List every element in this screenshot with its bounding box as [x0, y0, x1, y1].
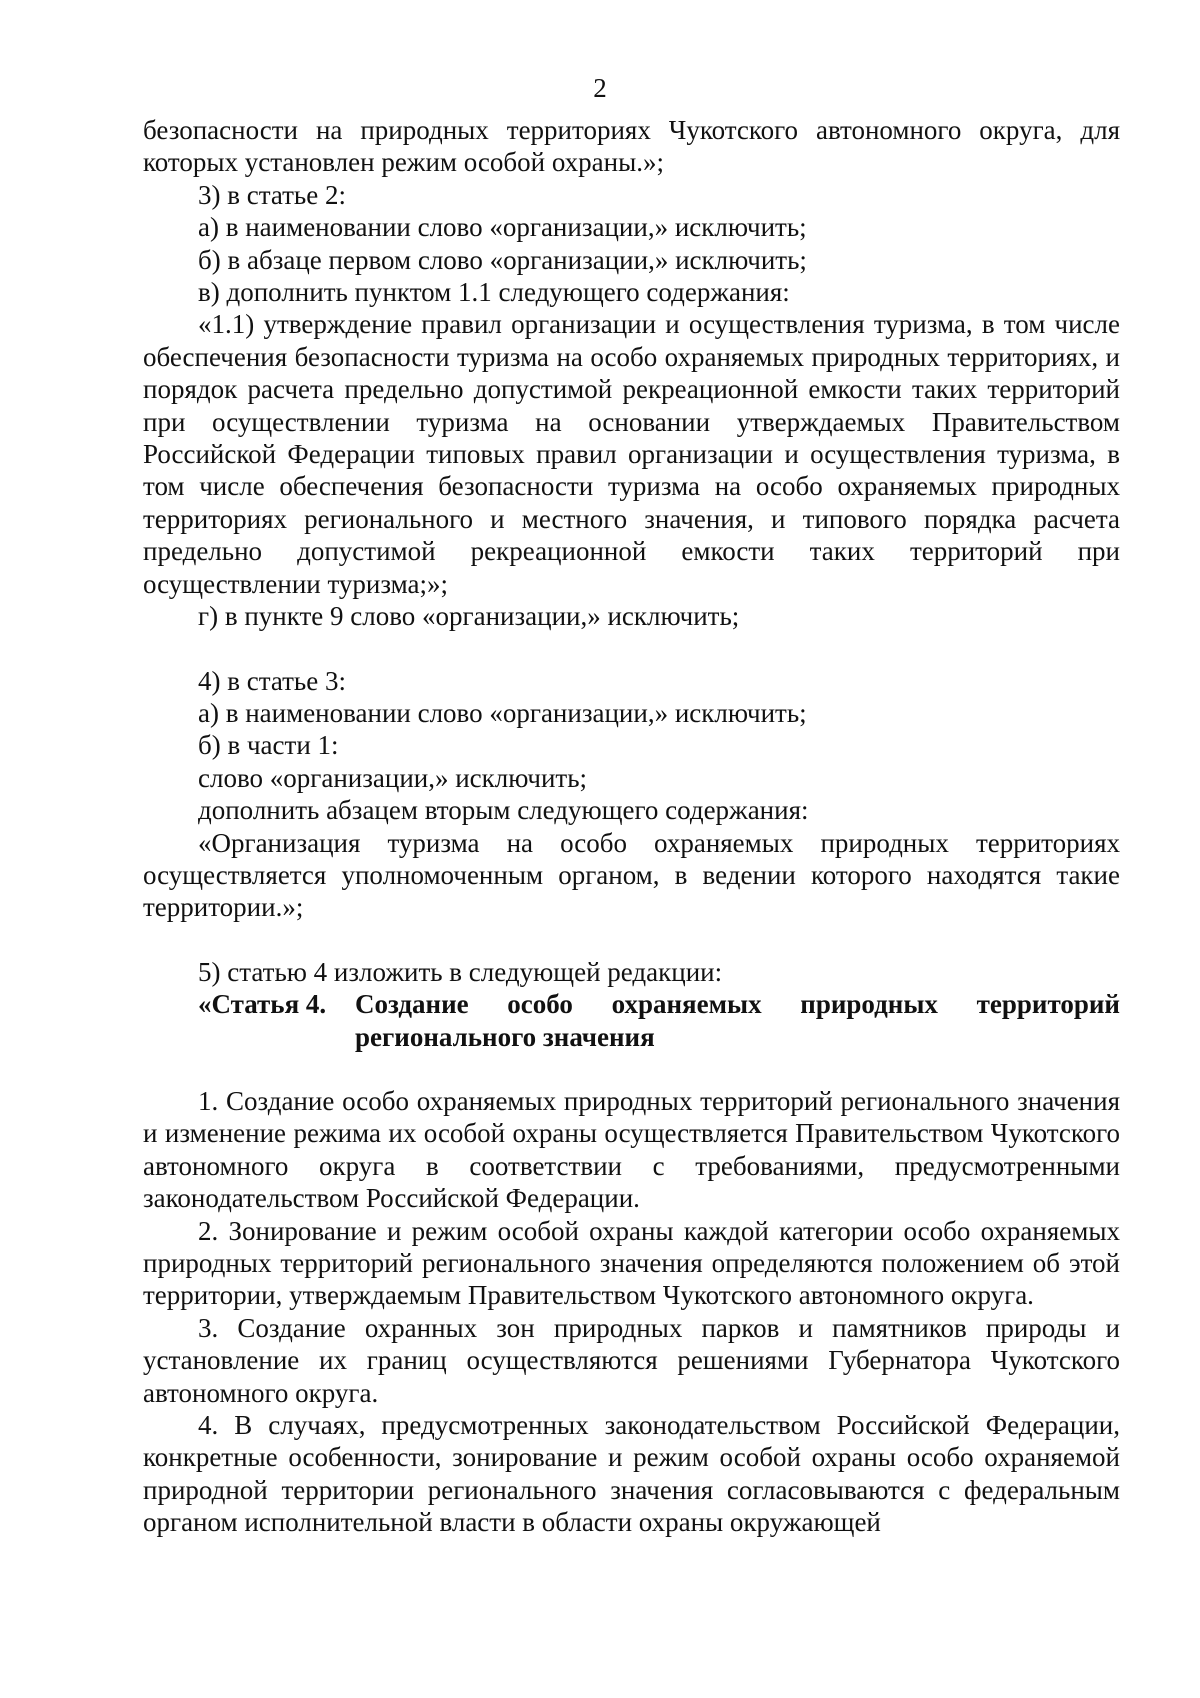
paragraph-quote-organization: «Организация туризма на особо охраняемых природных территориях осуществляется уполномоченным органом, в ведении которого находятся такие территории.»; [143, 827, 1120, 923]
article-4-point-3: 3. Создание охранных зон природных парков и памятников природы и установление их границ осуществляются решениями Губернатора Чукотского автономного округа. [143, 1312, 1120, 1408]
article-4-point-4: 4. В случаях, предусмотренных законодательством Российской Федерации, конкретные особенности, зонирование и режим особой охраны особо охраняемой природной территории регионального значения согласовываются с федеральным органом исполнительной власти в области охраны окружающей [143, 1410, 1120, 1538]
paragraph-quote-1-1: «1.1) утверждение правил организации и осуществления туризма, в том числе обеспечения безопасности туризма на особо охраняемых природных территориях, и порядок расчета предельно допустимой рекреационной емкости таких территорий при осуществлении туризма на основании утверждаемых Правительством Российской Федерации типовых правил организации и осуществления туризма, в том числе обеспечения безопасности туризма на особо охраняемых природных территориях регионального и местного значения, и типового порядка расчета предельно допустимой рекреационной емкости таких территорий при осуществлении туризма;»; [143, 309, 1120, 599]
article-heading-title: Создание особо охраняемых природных территорий регионального значения [355, 989, 1120, 1052]
paragraph-item-4b-1: слово «организации,» исключить; [198, 762, 588, 793]
paragraph-item-4b: б) в части 1: [198, 730, 339, 761]
blank-line [143, 633, 1120, 665]
paragraph-item-3a: а) в наименовании слово «организации,» исключить; [198, 212, 807, 243]
article-4-point-1: 1. Создание особо охраняемых природных территорий регионального значения и изменение режима их особой охраны осуществляется Правительством Чукотского автономного округа в соответствии с требованиями, предусмотренными законодательством Российской Федерации. [143, 1085, 1120, 1214]
blank-line [143, 924, 1120, 956]
paragraph-item-4a: а) в наименовании слово «организации,» исключить; [198, 697, 807, 728]
page-number: 2 [593, 73, 607, 103]
paragraph-item-4: 4) в статье 3: [198, 665, 346, 696]
paragraph-item-4b-2: дополнить абзацем вторым следующего содержания: [198, 795, 809, 826]
document-body [143, 114, 1120, 1539]
paragraph-item-3b: б) в абзаце первом слово «организации,» исключить; [198, 244, 807, 275]
blank-line [143, 1053, 1120, 1085]
paragraph-item-3v: в) дополнить пунктом 1.1 следующего содержания: [198, 277, 790, 308]
article-heading [198, 988, 1120, 1053]
paragraph-item-5: 5) статью 4 изложить в следующей редакции: [198, 956, 723, 987]
article-heading-prefix: «Статья 4. [198, 989, 327, 1020]
paragraph-item-3: 3) в статье 2: [198, 179, 346, 210]
paragraph-continuation: безопасности на природных территориях Чукотского автономного округа, для которых установлен режим особой охраны.»; [143, 115, 1120, 178]
paragraph-item-3g: г) в пункте 9 слово «организации,» исключить; [198, 601, 740, 632]
article-4-point-2: 2. Зонирование и режим особой охраны каждой категории особо охраняемых природных территорий регионального значения определяются положением об этой территории, утверждаемым Правительством Чукотского автономного округа. [143, 1215, 1120, 1311]
